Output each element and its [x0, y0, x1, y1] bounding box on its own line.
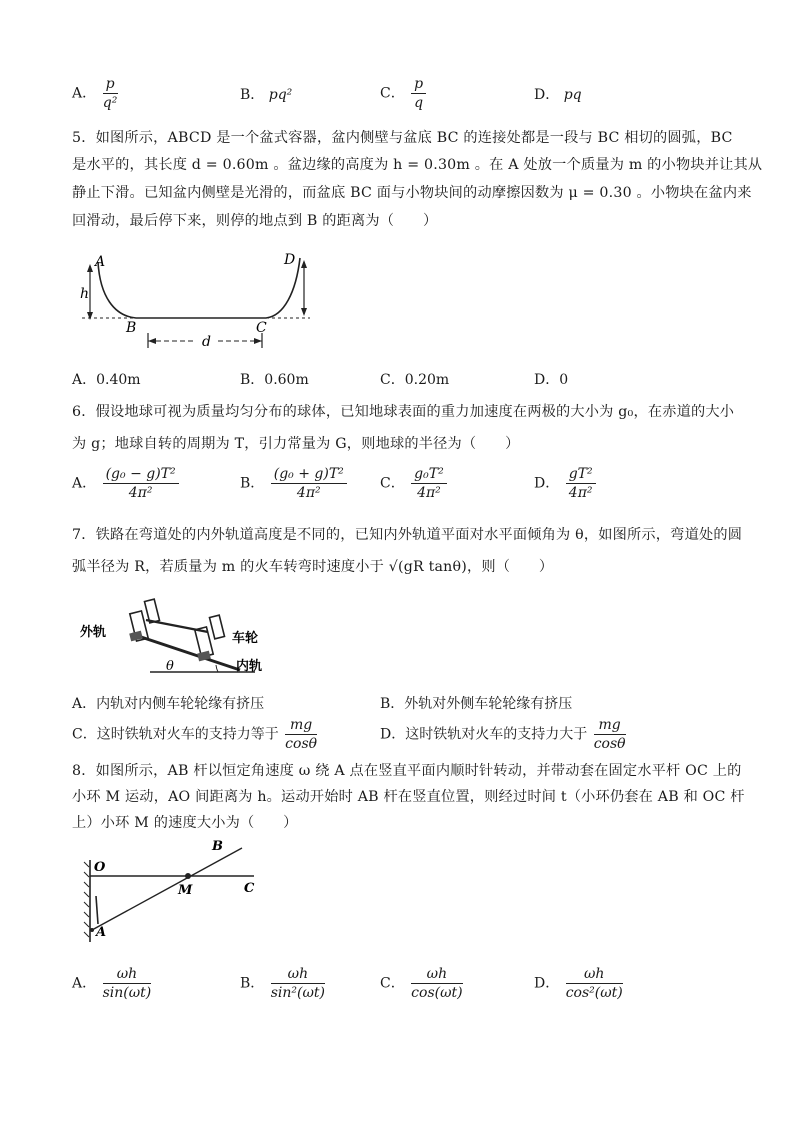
- wall-hatch: [84, 862, 89, 867]
- label-b: B: [212, 839, 223, 854]
- q7-option-b[interactable]: B．外轨对外侧车轮轮缘有挤压: [380, 696, 573, 712]
- label-c: C: [244, 881, 255, 896]
- fraction: $\frac{\text{(g₀ + g)T²}}{\text{4π²}}$: [271, 466, 347, 501]
- fraction: $\frac{mg}{\cos\theta}$: [285, 717, 318, 752]
- q7-railway-figure: [80, 592, 280, 684]
- q5-text-line: 是水平的，其长度 d = 0.60m 。盆边缘的高度为 h = 0.30m 。在 A 处放一个质量为 m 的小物块并让其从: [72, 157, 763, 173]
- q7-option-c[interactable]: C．这时铁轨对火车的支持力等于 $\frac{mg}{\cos\theta}$: [72, 717, 318, 752]
- q8-text-line: 小环 M 运动，AO 间距离为 h。运动开始时 AB 杆在竖直位置，则经过时间 t（小环仍套在 AB 和 OC 杆: [72, 789, 745, 805]
- label-d: D: [284, 252, 296, 268]
- label-theta: θ: [166, 659, 174, 674]
- basin-profile: [98, 258, 300, 318]
- q4-option-d[interactable]: D． pq: [534, 87, 582, 103]
- theta-arc: [216, 665, 218, 672]
- q6-option-b[interactable]: B． $\frac{\text{(g₀ + g)T²}}{\text{4π²}}$: [240, 466, 349, 501]
- q5-basin-figure: [78, 248, 328, 356]
- q5-text-line: 5．如图所示，ABCD 是一个盆式容器，盆内侧壁与盆底 BC 的连接处都是一段与 BC 相切的圆弧，BC: [72, 130, 733, 146]
- q8-rod-figure: [78, 838, 268, 950]
- q6-option-a[interactable]: A． $\frac{\text{(g₀ − g)T²}}{\text{4π²}}$: [72, 466, 181, 501]
- fraction: $\frac{\omega h}{\sin(\omega t)}$: [102, 966, 152, 1001]
- wall-hatch: [84, 872, 89, 877]
- q8-text-line: 8．如图所示，AB 杆以恒定角速度 ω 绕 A 点在竖直平面内顺时针转动，并带动套在固定水平杆 OC 上的: [72, 763, 742, 779]
- label-a: A: [95, 254, 106, 270]
- q5-option-b[interactable]: B．0.60m: [240, 372, 309, 388]
- label-a: A: [96, 925, 107, 940]
- q8-option-b[interactable]: B． $\frac{\omega h}{\text{sin²(ωt)}}$: [240, 966, 326, 1001]
- q5-option-c[interactable]: C．0.20m: [380, 372, 450, 388]
- fraction: $\frac{\text{g₀T²}}{\text{4π²}}$: [411, 466, 447, 501]
- arrow-right: [254, 338, 262, 344]
- label-inner-rail: 内轨: [236, 659, 263, 674]
- arrow-left: [148, 338, 156, 344]
- q8-option-c[interactable]: C． $\frac{\omega h}{\cos(\omega t)}$: [380, 966, 463, 1001]
- label-h: h: [80, 286, 90, 302]
- label-c: C: [256, 320, 267, 336]
- q5-option-d[interactable]: D．0: [534, 372, 569, 388]
- arrow-down: [301, 308, 307, 316]
- arrow-up: [301, 260, 307, 268]
- q5-text-line: 静止下滑。已知盆内侧壁是光滑的，而盆底 BC 面与小物块间的动摩擦因数为 μ = 0.30 。小物块在盆内来: [72, 185, 752, 201]
- label-wheel: 车轮: [232, 631, 259, 646]
- q7-text-line: 弧半径为 R，若质量为 m 的火车转弯时速度小于 √(gR tanθ)，则（ ）: [72, 559, 554, 575]
- fraction: $\frac{mg}{\cos\theta}$: [593, 717, 626, 752]
- q8-option-a[interactable]: A． $\frac{\omega h}{\sin(\omega t)}$: [72, 966, 152, 1001]
- q6-option-d[interactable]: D． $\frac{\text{gT²}}{\text{4π²}}$: [534, 466, 598, 501]
- q6-text-line: 6．假设地球可视为质量均匀分布的球体，已知地球表面的重力加速度在两极的大小为 g₀，在赤道的大小: [72, 404, 735, 420]
- q6-text-line: 为 g；地球自转的周期为 T，引力常量为 G，则地球的半径为（ ）: [72, 436, 520, 452]
- q7-option-a[interactable]: A．内轨对内侧车轮轮缘有挤压: [72, 696, 265, 712]
- arrow-down: [87, 312, 93, 320]
- label-b: B: [126, 320, 137, 336]
- fraction: $\frac{\text{gT²}}{\text{4π²}}$: [566, 466, 596, 501]
- fraction: $\frac{\omega h}{\cos(\omega t)}$: [411, 966, 463, 1001]
- q4-option-b[interactable]: B． pq²: [240, 87, 293, 103]
- fraction: $\frac{p}{q}$: [411, 76, 426, 111]
- fraction: $\frac{\omega h}{\text{sin²(ωt)}}$: [270, 966, 326, 1001]
- label-outer-rail: 外轨: [80, 625, 107, 640]
- q7-text-line: 7．铁路在弯道处的内外轨道高度是不同的，已知内外轨道平面对水平面倾角为 θ，如图所示，弯道处的圆: [72, 527, 743, 543]
- pivot-a: [90, 928, 94, 932]
- rod-ab: [92, 848, 242, 930]
- fraction: $\frac{\text{(g₀ − g)T²}}{\text{4π²}}$: [103, 466, 179, 501]
- rod-ab-initial: [96, 896, 98, 924]
- q7-option-d[interactable]: D．这时铁轨对火车的支持力大于 $\frac{mg}{\cos\theta}$: [380, 717, 626, 752]
- fraction: $\frac{p}{\text{q²}}$: [102, 76, 118, 111]
- label-d-length: d: [202, 334, 211, 350]
- q4-option-a[interactable]: A． $\frac{p}{\text{q²}}$: [72, 76, 118, 111]
- q8-option-d[interactable]: D． $\frac{\omega h}{\text{cos²(ωt)}}$: [534, 966, 623, 1001]
- ring-m: [185, 873, 191, 879]
- wall-hatch: [84, 882, 89, 887]
- inner-flange: [209, 615, 224, 639]
- q5-text-line: 回滑动，最后停下来，则停的地点到 B 的距离为（ ）: [72, 213, 438, 229]
- q5-option-a[interactable]: A．0.40m: [72, 372, 141, 388]
- q4-option-c[interactable]: C． $\frac{p}{q}$: [380, 76, 428, 111]
- label-o: O: [94, 860, 106, 875]
- wall-hatch: [84, 892, 89, 897]
- fraction: $\frac{\omega h}{\text{cos²(ωt)}}$: [565, 966, 623, 1001]
- q8-text-line: 上）小环 M 的速度大小为（ ）: [72, 815, 298, 831]
- wall-hatch: [84, 932, 89, 937]
- wall-hatch: [84, 902, 89, 907]
- track-bed: [132, 634, 240, 670]
- wall-hatch: [84, 912, 89, 917]
- wall-hatch: [84, 922, 89, 927]
- q6-option-c[interactable]: C． $\frac{\text{g₀T²}}{\text{4π²}}$: [380, 466, 449, 501]
- axle: [146, 620, 208, 632]
- label-m: M: [178, 883, 193, 898]
- arrow-up: [87, 264, 93, 272]
